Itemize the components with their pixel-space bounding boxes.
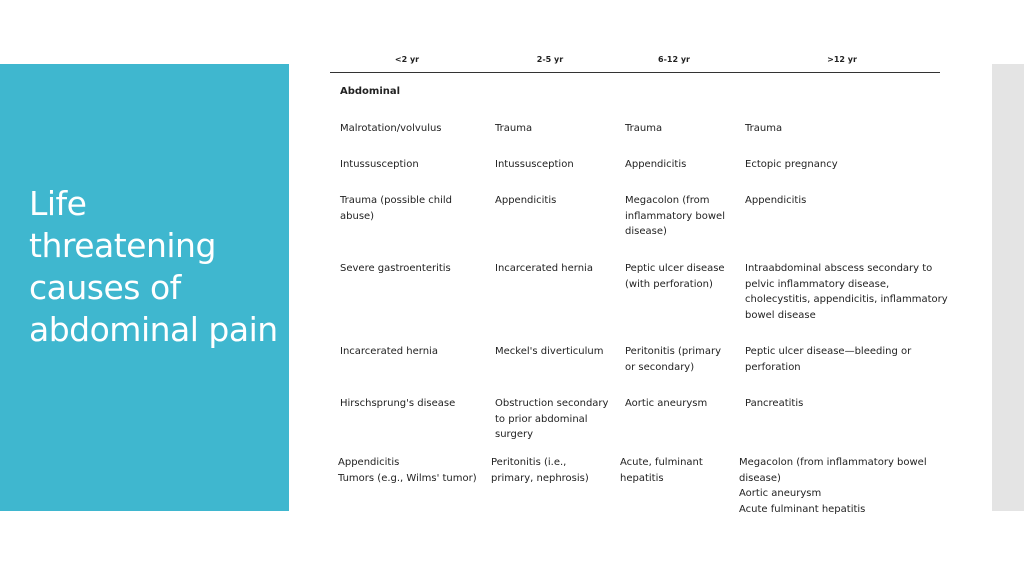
table-cell: Ectopic pregnancy [745, 159, 838, 170]
table-cell: Trauma [745, 123, 783, 134]
header-rule [330, 72, 940, 73]
table-cell: Malrotation/volvulus [340, 123, 442, 134]
header-over-12: >12 yr [827, 55, 857, 64]
table-cell: Incarcerated hernia [340, 346, 438, 357]
header-6-12: 6-12 yr [658, 55, 690, 64]
table-cell: Trauma (possible child abuse) [340, 195, 453, 222]
table-cell: Hirschsprung's disease [340, 398, 456, 409]
table-cell: Intussusception [495, 159, 574, 170]
table-cell: Meckel's diverticulum [495, 346, 604, 357]
table-cell: Appendicitis Tumors (e.g., Wilms' tumor) [338, 457, 477, 484]
table-cell: Obstruction secondary to prior abdominal surgery [495, 398, 609, 440]
table-cell: Megacolon (from inflammatory bowel disease) Aortic aneurysm Acute fulminant hepatitis [739, 457, 927, 515]
table-cell: Intussusception [340, 159, 419, 170]
table-cell: Trauma [495, 123, 533, 134]
table-cell: Peptic ulcer disease (with perforation) [625, 263, 725, 290]
table-cell: Appendicitis [495, 195, 557, 206]
table-cell: Trauma [625, 123, 663, 134]
table-cell: Aortic aneurysm [625, 398, 708, 409]
table-cell: Intraabdominal abscess secondary to pelvic inflammatory disease, cholecystitis, appendicitis, inflammatory bowel disease [745, 263, 948, 321]
table-cell: Megacolon (from inflammatory bowel disease) [625, 195, 725, 237]
table-cell: Appendicitis [745, 195, 807, 206]
section-label: Abdominal [340, 86, 401, 97]
table-cell: Peritonitis (i.e., primary, nephrosis) [491, 457, 589, 484]
table-cell: Severe gastroenteritis [340, 263, 451, 274]
header-under-2: <2 yr [394, 55, 420, 64]
table-cell: Pancreatitis [745, 398, 804, 409]
header-2-5: 2-5 yr [536, 55, 564, 64]
table-cell: Peptic ulcer disease—bleeding or perforation [745, 346, 912, 373]
slide-title: Life threatening causes of abdominal pain [29, 184, 278, 349]
table-cell: Appendicitis [625, 159, 687, 170]
table-cell: Peritonitis (primary or secondary) [625, 346, 721, 373]
table-cell: Incarcerated hernia [495, 263, 593, 274]
table-cell: Acute, fulminant hepatitis [620, 457, 703, 484]
